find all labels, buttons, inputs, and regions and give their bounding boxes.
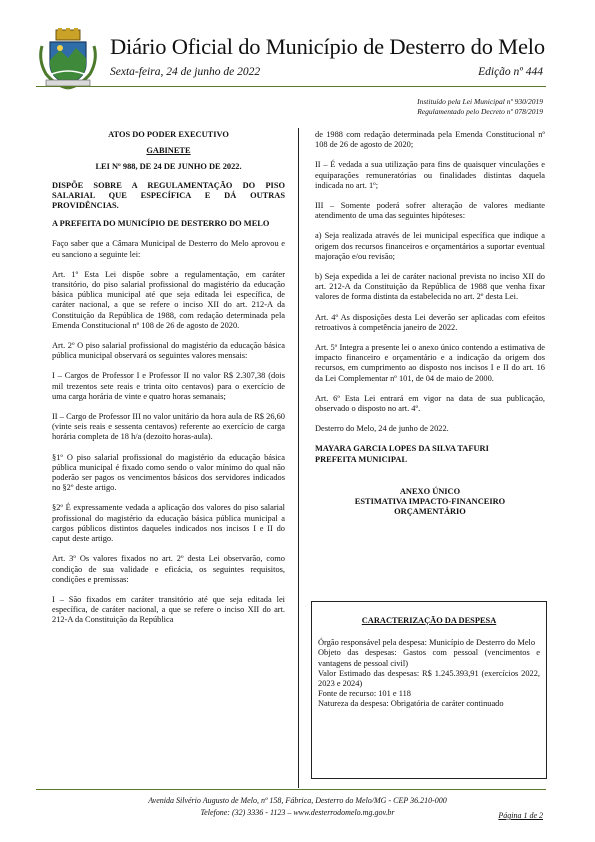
law-paragraph: §1º O piso salarial profissional do magistério da educação básica pública municipal é fixado como sendo o valor mínimo do qual não poderão ser pagos os vencimentos básicos dos servidores indicados no §2º deste artigo. bbox=[52, 452, 285, 493]
header-rule bbox=[36, 86, 546, 87]
annex-subtitle: ESTIMATIVA IMPACTO-FINANCEIRO bbox=[354, 497, 506, 507]
expense-box-title: CARACTERIZAÇÃO DA DESPESA bbox=[361, 616, 497, 625]
subsection-heading: GABINETE bbox=[146, 146, 191, 156]
law-author: A PREFEITA DO MUNICÍPIO DE DESTERRO DO MELO bbox=[52, 219, 270, 229]
column-divider bbox=[298, 128, 299, 788]
right-column bbox=[315, 130, 545, 517]
expense-line: Órgão responsável pela despesa: Município de Desterro do Melo bbox=[318, 638, 536, 648]
law-paragraph: §2º É expressamente vedada a aplicação dos valores do piso salarial profissional do magistério da educação básica pública municipal a cargos públicos distintos daqueles indicados nos incisos I e II do caput deste artigo. bbox=[52, 503, 285, 544]
law-paragraph: a) Seja realizada através de lei municipal específica que indique a origem dos recursos financeiros e orçamentários a suportar eventual majoração e/ou revisão; bbox=[315, 231, 545, 261]
page-number: Página 1 de 2 bbox=[498, 811, 543, 820]
signing-place-date: Desterro do Melo, 24 de junho de 2022. bbox=[315, 424, 449, 434]
law-paragraph: Art. 2º O piso salarial profissional do magistério da educação básica pública municipal observará os seguintes valores mensais: bbox=[52, 341, 285, 361]
institution-note: Instituído pela Lei Municipal nº 930/2019 bbox=[417, 97, 543, 106]
law-paragraph: II – É vedada a sua utilização para fins de quaisquer vinculações e equiparações remuneratórias ou finalidades distintas daquela indicada no art. 1º; bbox=[315, 160, 545, 190]
signer-role: PREFEITA MUNICIPAL bbox=[315, 454, 408, 464]
law-paragraph: de 1988 com redação determinada pela Emenda Constitucional nº 108 de 26 de agosto de 2020; bbox=[315, 130, 545, 150]
expense-box bbox=[311, 601, 547, 779]
law-paragraph: Art. 3º Os valores fixados no art. 2º desta Lei observarão, como condição de sua validade e eficácia, os seguintes requisitos, condições e premissas: bbox=[52, 554, 285, 584]
law-paragraph: b) Seja expedida a lei de caráter nacional prevista no inciso XII do art. 212-A da Constituição da República de 1988 que venha fixar valores de forma distinta da estabelecida no art. 2º desta Lei. bbox=[315, 272, 545, 302]
law-paragraph: Art. 5º Integra a presente lei o anexo único contendo a estimativa de impacto financeiro e orçamentário e a indicação da origem dos recursos, em cumprimento ao disposto nos incisos I e II do art. 16 da Lei Complementar nº 101, de 04 de maio de 2000. bbox=[315, 343, 545, 383]
law-paragraph: I – São fixados em caráter transitório até que seja editada lei específica, de caráter nacional, a que se refere o inciso XII do art. 212-A da Constituição da República bbox=[52, 594, 285, 625]
law-paragraph: Faço saber que a Câmara Municipal de Desterro do Melo aprovou e eu sanciono a seguinte lei: bbox=[52, 239, 285, 259]
law-title: LEI Nº 988, DE 24 DE JUNHO DE 2022. bbox=[95, 162, 242, 172]
section-heading: ATOS DO PODER EXECUTIVO bbox=[108, 130, 229, 139]
municipal-crest-logo bbox=[36, 28, 100, 90]
expense-line: Valor Estimado das despesas: R$ 1.245.393,91 (exercícios 2022, 2023 e 2024) bbox=[318, 668, 540, 689]
expense-line: Objeto das despesas: Gastos com pessoal (vencimentos e vantagens de pessoal civil) bbox=[318, 648, 540, 668]
expense-box-content bbox=[318, 616, 540, 710]
law-paragraph: III – Somente poderá sofrer alteração de valores mediante atendimento de uma das seguintes hipóteses: bbox=[315, 201, 545, 221]
regulation-note: Regulamentado pelo Decreto nº 078/2019 bbox=[417, 107, 543, 116]
law-paragraph: Art. 6º Esta Lei entrará em vigor na data de sua publicação, observado o disposto no art. 4º. bbox=[315, 393, 545, 414]
law-ementa: DISPÕE SOBRE A REGULAMENTAÇÃO DO PISO SALARIAL QUE ESPECÍFICA E DÁ OUTRAS PROVIDÊNCIAS. bbox=[52, 180, 285, 211]
annex-title: ANEXO ÚNICO bbox=[399, 486, 461, 496]
footer-contact: Telefone: (32) 3336 - 1123 – www.desterrodomelo.mg.gov.br bbox=[200, 808, 395, 817]
law-paragraph: II – Cargo de Professor III no valor unitário da hora aula de R$ 26,60 (vinte seis reais e sessenta centavos) referente ao exercício de carga horária completa de 18 h/a (dezoito horas-aula). bbox=[52, 412, 285, 442]
newspaper-title: Diário Oficial do Município de Desterro do Melo bbox=[110, 34, 545, 59]
signer-name: MAYARA GARCIA LOPES DA SILVA TAFURI bbox=[315, 444, 489, 454]
edition-number: Edição nº 444 bbox=[478, 66, 543, 78]
footer-address: Avenida Silvério Augusto de Melo, nº 158, Fábrica, Desterro do Melo/MG - CEP 36.210-000 bbox=[148, 796, 447, 805]
annex-subtitle: ORÇAMENTÁRIO bbox=[394, 507, 466, 517]
law-paragraph: Art. 1º Esta Lei dispõe sobre a regulamentação, em caráter transitório, do piso salarial profissional do magistério da educação básica pública municipal até que seja editada lei específica, de caráter nacional, a que se refere o inciso XII do art. 212-A da Constituição da República de 1988, com redação determinada pela Emenda Constitucional nº 108 de 26 de agosto de 2020. bbox=[52, 269, 285, 330]
law-paragraph: I – Cargos de Professor I e Professor II no valor R$ 2.307,38 (dois mil trezentos sete reais e trinta oito centavos) para o exercício de uma carga horária de vinte e quatro horas semanais; bbox=[52, 371, 285, 401]
law-paragraph: Art. 4º As disposições desta Lei deverão ser aplicadas com efeitos retroativos à competência janeiro de 2022. bbox=[315, 312, 545, 332]
expense-line: Natureza da despesa: Obrigatória de caráter continuado bbox=[318, 699, 504, 709]
issue-date: Sexta-feira, 24 de junho de 2022 bbox=[110, 66, 261, 78]
expense-line: Fonte de recurso: 101 e 118 bbox=[318, 689, 411, 699]
footer-rule bbox=[36, 789, 546, 790]
left-column bbox=[52, 130, 285, 636]
